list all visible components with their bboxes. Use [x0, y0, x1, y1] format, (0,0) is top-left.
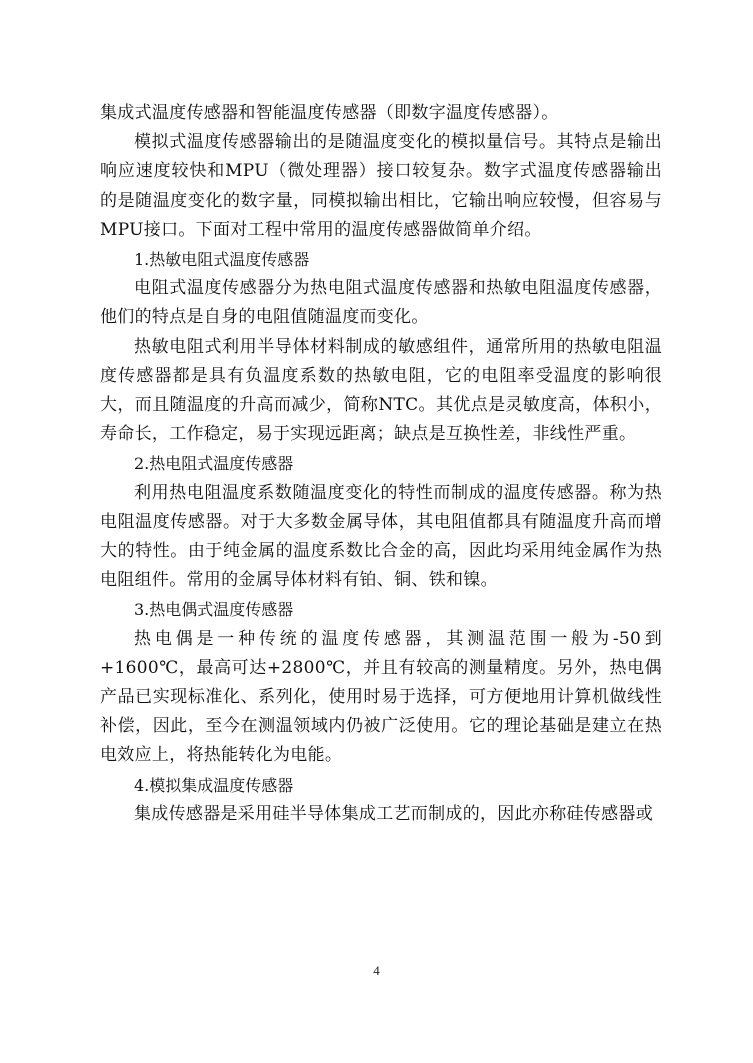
heading-thermistor: 1.热敏电阻式温度传感器	[134, 250, 310, 270]
paragraph-thermocouple: 热电偶是一种传统的温度传感器，其测温范围一般为-50到+1600℃，最高可达+2800℃，并且有较高的测量精度。另外，热电偶产品已实现标准化、系列化，使用时易于选择，可方便地用计算机做线性补偿，因此，至今在测温领域内仍被广泛使用。它的理论基础是建立在热电效应上，将热能转化为电能。	[100, 628, 662, 766]
heading-thermocouple: 3.热电偶式温度传感器	[134, 600, 294, 620]
body-text	[100, 99, 662, 829]
page-number: 4	[373, 963, 380, 978]
heading-rtd: 2.热电阻式温度传感器	[134, 454, 294, 474]
paragraph-resistive-sensor: 电阻式温度传感器分为热电阻式温度传感器和热敏电阻温度传感器，他们的特点是自身的电阻值随温度而变化。	[100, 278, 662, 328]
paragraph-integrated-sensor: 集成传感器是采用硅半导体集成工艺而制成的，因此亦称硅传感器或	[134, 803, 653, 824]
paragraph-analog-digital: 模拟式温度传感器输出的是随温度变化的模拟量信号。其特点是输出响应速度较快和MPU（微处理器）接口较复杂。数字式温度传感器输出的是随温度变化的数字量，同模拟输出相比，它输出响应较慢，但容易与MPU接口。下面对工程中常用的温度传感器做简单介绍。	[100, 132, 662, 240]
heading-analog-integrated: 4.模拟集成温度传感器	[134, 775, 294, 795]
paragraph-rtd: 利用热电阻温度系数随温度变化的特性而制成的温度传感器。称为热电阻温度传感器。对于大多数金属导体，其电阻值都具有随温度升高而增大的特性。由于纯金属的温度系数比合金的高，因此均采用纯金属作为热电阻组件。常用的金属导体材料有铂、铜、铁和镍。	[100, 482, 662, 591]
paragraph-thermistor: 热敏电阻式利用半导体材料制成的敏感组件，通常所用的热敏电阻温度传感器都是具有负温度系数的热敏电阻，它的电阻率受温度的影响很大，而且随温度的升高而减少，简称NTC。其优点是灵敏度高，体积小，寿命长，工作稳定，易于实现远距离；缺点是互换性差，非线性严重。	[100, 336, 662, 445]
paragraph-continuation: 集成式温度传感器和智能温度传感器（即数字温度传感器）。	[100, 103, 559, 123]
